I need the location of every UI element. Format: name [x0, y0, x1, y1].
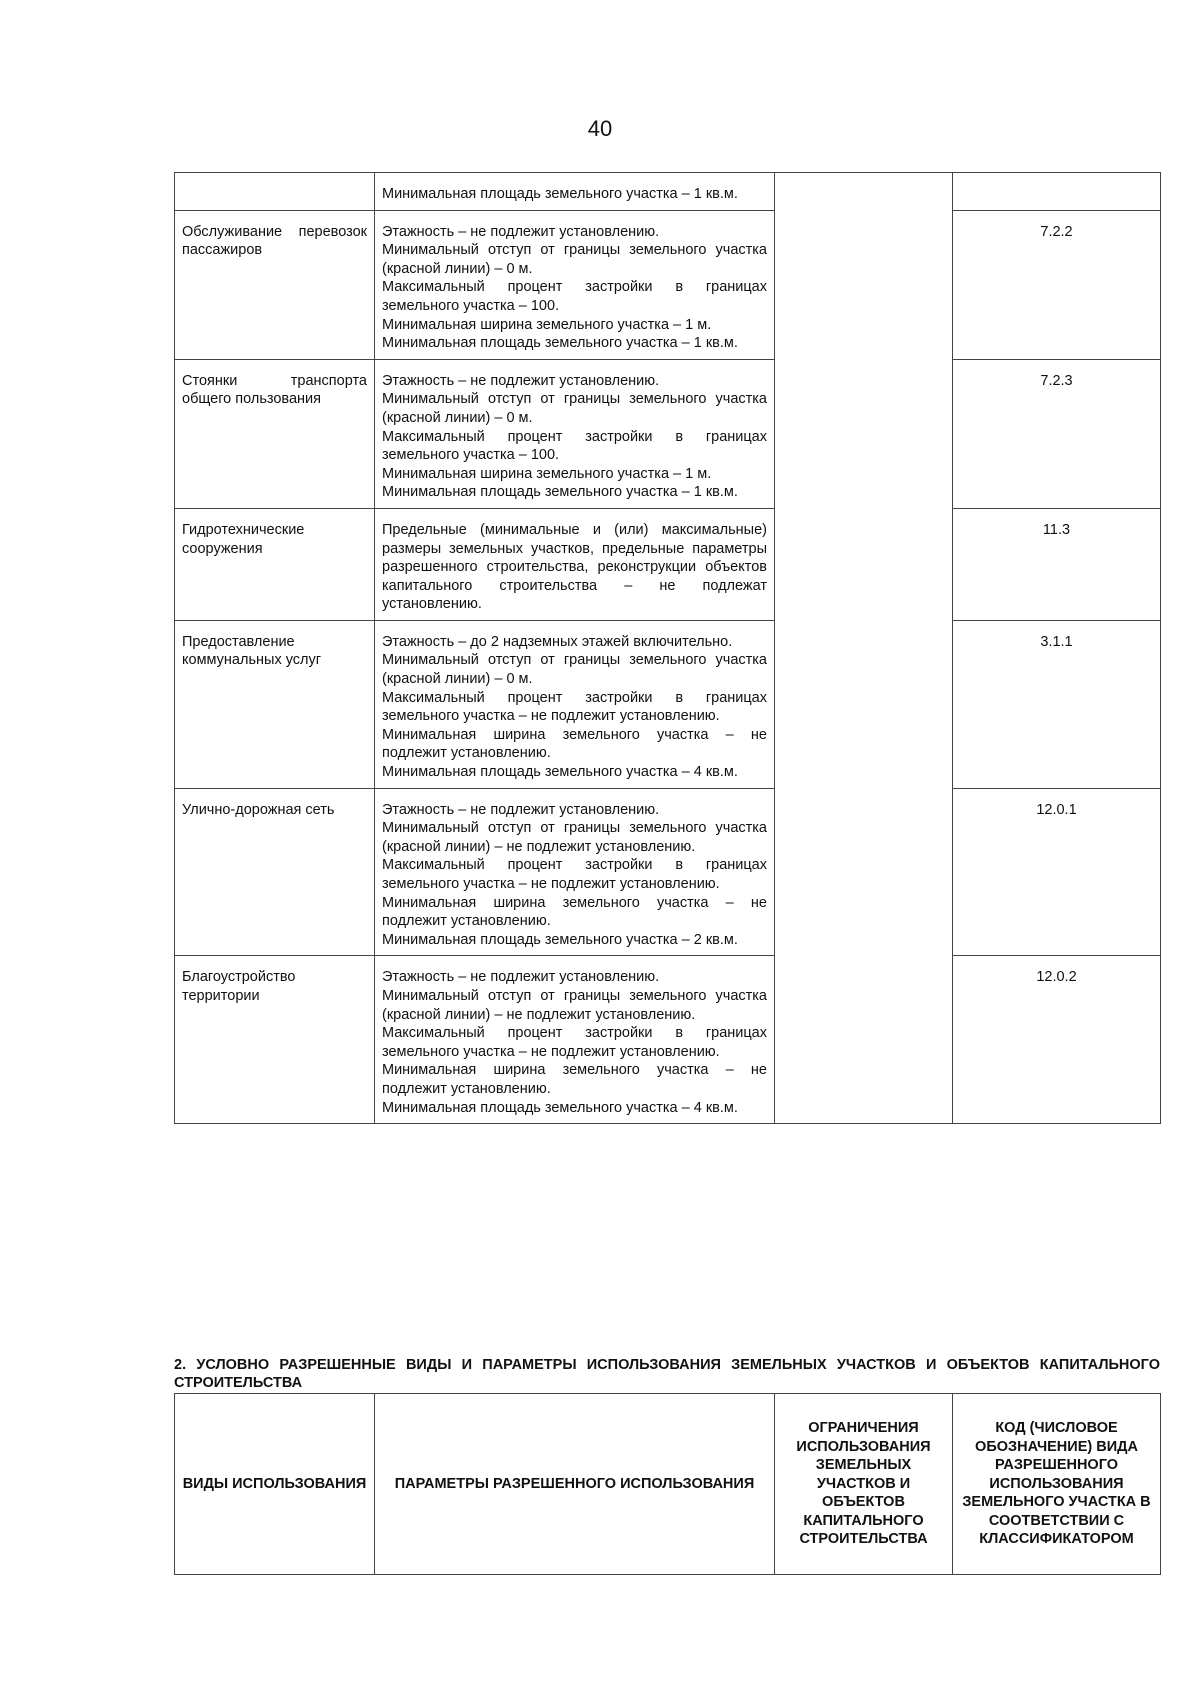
use-type-cell: Гидротехнические сооружения	[175, 508, 375, 620]
parameter-line: Предельные (минимальные и (или) максимальные) размеры земельных участков, предельные параметры разрешенного строительства, реконструкции объектов капитального строительства – не подлежат установлению.	[382, 521, 767, 613]
header-parameters: ПАРАМЕТРЫ РАЗРЕШЕННОГО ИСПОЛЬЗОВАНИЯ	[375, 1394, 775, 1575]
header-restrictions: ОГРАНИЧЕНИЯ ИСПОЛЬЗОВАНИЯ ЗЕМЕЛЬНЫХ УЧАСТКОВ И ОБЪЕКТОВ КАПИТАЛЬНОГО СТРОИТЕЛЬСТВА	[775, 1394, 953, 1575]
table-row	[175, 620, 1161, 788]
classifier-code-cell	[953, 173, 1161, 211]
parameter-line: Минимальная ширина земельного участка – 1 м.	[382, 465, 712, 482]
classifier-code-cell: 7.2.3	[953, 359, 1161, 508]
parameter-line: Максимальный процент застройки в границах земельного участка – не подлежит установлению.	[382, 689, 767, 725]
classifier-code-cell: 3.1.1	[953, 620, 1161, 788]
parameter-line: Максимальный процент застройки в границах земельного участка – не подлежит установлению.	[382, 1025, 767, 1060]
page-number: 40	[587, 116, 613, 141]
land-use-table	[174, 172, 1161, 1124]
classifier-code-cell: 12.0.1	[953, 788, 1161, 956]
parameter-line: Минимальная площадь земельного участка – 1 кв.м.	[382, 335, 738, 352]
table-row	[175, 956, 1161, 1124]
table-row	[175, 173, 1161, 211]
parameter-line: Минимальный отступ от границы земельного участка (красной линии) – не подлежит установлению.	[382, 820, 767, 855]
parameter-line: Минимальная ширина земельного участка – не подлежит установлению.	[382, 1062, 767, 1097]
parameter-line: Этажность – не подлежит установлению.	[382, 969, 660, 986]
conditional-use-table-header	[174, 1393, 1161, 1575]
parameter-line: Максимальный процент застройки в границах земельного участка – не подлежит установлению.	[382, 857, 767, 892]
use-type-cell: Стоянки транспорта общего пользования	[175, 359, 375, 508]
parameters-cell	[375, 210, 775, 359]
parameter-line: Минимальная ширина земельного участка – не подлежит установлению.	[382, 894, 767, 930]
parameter-line: Минимальная площадь земельного участка – 4 кв.м.	[382, 1099, 738, 1116]
table-row	[175, 788, 1161, 956]
use-type-cell: Благоустройство территории	[175, 956, 375, 1124]
parameter-line: Минимальная площадь земельного участка – 1 кв.м.	[382, 186, 738, 202]
header-use-types: ВИДЫ ИСПОЛЬЗОВАНИЯ	[175, 1394, 375, 1575]
header-classifier-code: КОД (ЧИСЛОВОЕ ОБОЗНАЧЕНИЕ) ВИДА РАЗРЕШЕННОГО ИСПОЛЬЗОВАНИЯ ЗЕМЕЛЬНОГО УЧАСТКА В СООТВЕТСТВИИ С КЛАССИФИКАТОРОМ	[953, 1394, 1161, 1575]
use-type-cell: Обслуживание перевозок пассажиров	[175, 210, 375, 359]
parameter-line: Минимальный отступ от границы земельного участка (красной линии) – 0 м.	[382, 391, 767, 426]
parameters-cell	[375, 620, 775, 788]
restrictions-cell	[775, 173, 953, 1124]
parameter-line: Этажность – до 2 надземных этажей включительно.	[382, 633, 733, 650]
parameters-cell	[375, 173, 775, 211]
parameter-line: Минимальная ширина земельного участка – не подлежит установлению.	[382, 726, 767, 762]
parameters-cell	[375, 508, 775, 620]
parameter-line: Этажность – не подлежит установлению.	[382, 372, 660, 389]
parameter-line: Минимальная ширина земельного участка – 1 м.	[382, 316, 712, 333]
header-row	[175, 1394, 1161, 1575]
land-use-table-body	[175, 173, 1161, 1124]
table-row	[175, 359, 1161, 508]
parameter-line: Этажность – не подлежит установлению.	[382, 223, 660, 240]
parameter-line: Минимальный отступ от границы земельного участка (красной линии) – 0 м.	[382, 242, 767, 277]
parameters-cell	[375, 956, 775, 1124]
use-type-cell: Предоставление коммунальных услуг	[175, 620, 375, 788]
use-type-cell: Улично-дорожная сеть	[175, 788, 375, 956]
parameter-line: Минимальная площадь земельного участка – 1 кв.м.	[382, 484, 738, 501]
use-type-cell	[175, 173, 375, 211]
table-row	[175, 210, 1161, 359]
section-heading: 2. УСЛОВНО РАЗРЕШЕННЫЕ ВИДЫ И ПАРАМЕТРЫ ИСПОЛЬЗОВАНИЯ ЗЕМЕЛЬНЫХ УЧАСТКОВ И ОБЪЕКТОВ КАПИТАЛЬНОГО СТРОИТЕЛЬСТВА	[174, 1357, 1160, 1391]
table-row	[175, 508, 1161, 620]
parameter-line: Минимальная площадь земельного участка – 2 кв.м.	[382, 931, 738, 948]
parameter-line: Минимальный отступ от границы земельного участка (красной линии) – не подлежит установлению.	[382, 987, 767, 1023]
parameters-cell	[375, 788, 775, 956]
classifier-code-cell: 11.3	[953, 508, 1161, 620]
classifier-code-cell: 7.2.2	[953, 210, 1161, 359]
parameter-line: Минимальная площадь земельного участка – 4 кв.м.	[382, 764, 738, 781]
parameter-line: Этажность – не подлежит установлению.	[382, 801, 660, 818]
parameter-line: Минимальный отступ от границы земельного участка (красной линии) – 0 м.	[382, 652, 767, 688]
parameter-line: Максимальный процент застройки в границах земельного участка – 100.	[382, 428, 767, 464]
classifier-code-cell: 12.0.2	[953, 956, 1161, 1124]
parameters-cell	[375, 359, 775, 508]
parameter-line: Максимальный процент застройки в границах земельного участка – 100.	[382, 279, 767, 314]
